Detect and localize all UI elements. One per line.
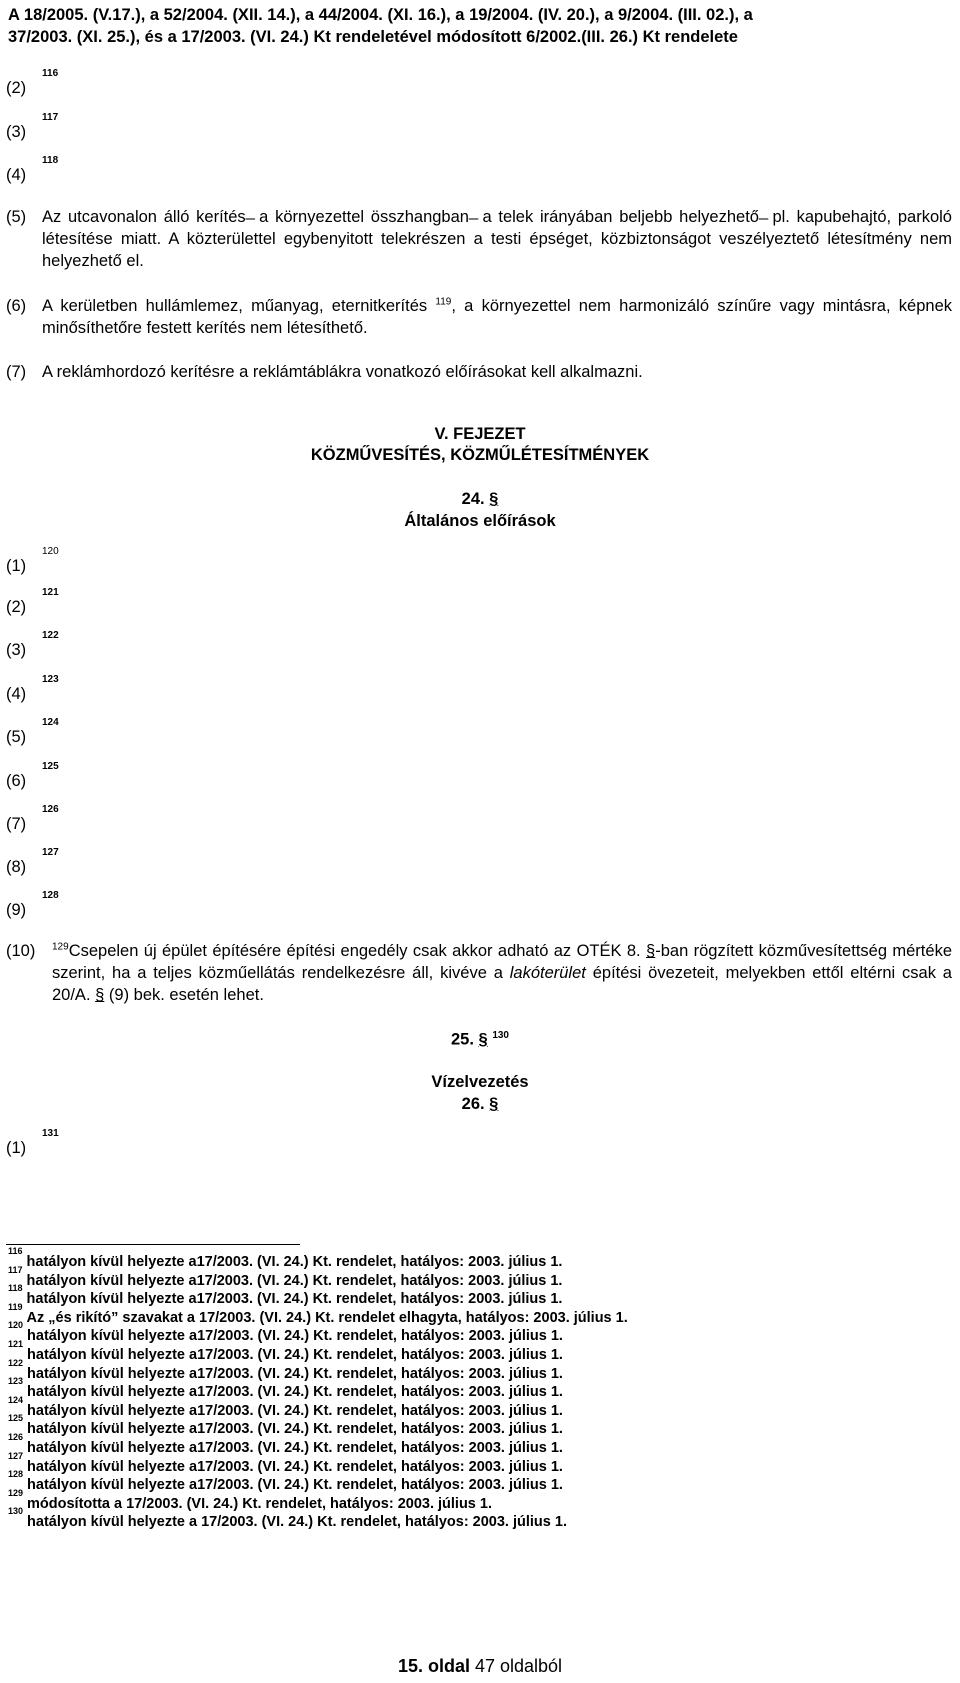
footnote-item: [8, 1487, 492, 1512]
footnote-ref[interactable]: 118: [42, 155, 59, 166]
footnote-ref[interactable]: 128: [42, 890, 59, 901]
paragraph-label: (6): [6, 297, 27, 315]
footnote-number: 122: [8, 1357, 24, 1368]
paragraph-text: $^{129}$Csepelen új épület építésére építési engedély csak akkor adható az OTÉK 8. §-ban rögzített közművesítettség mértéke szerint, ha a teljes közműellátás rendelkezésre áll, kivéve a lakóterület építési övezeteit, melyekben ettől eltérni csak a 20/A. § (9) bek. esetén lehet.: [52, 941, 952, 1004]
footnote-ref[interactable]: 116: [42, 68, 59, 79]
footnote-item: [8, 1283, 563, 1308]
footnote-number: 117: [8, 1264, 23, 1275]
s24-paragraph-9: $(9)^{128}$: [6, 890, 59, 919]
heading-vizelvezetes: Vízelvezetés: [431, 1073, 529, 1091]
paragraph-text: A kerületben hullámlemez, műanyag, eternitkerítés $^{119}$, a környezettel nem harmonizáló színűre vagy mintásra, képnek minősíthetőre festett kerítés nem létesíthető.: [42, 296, 952, 337]
paragraph-text: Az utcavonalon álló kerítés ̶ a környezettel összhangban ̶ a telek irányában beljebb helyezhető ̶ pl. kapubehajtó, parkoló létesítése miatt. A közterülettel egybenyitott telekrészen a testi épséget, közbiztonságot veszélyeztető létesítmény nem helyezhető el.: [42, 208, 952, 270]
paragraph-label: (3): [6, 122, 27, 141]
footnote-item: [8, 1506, 567, 1531]
footnote-number: 124: [8, 1394, 24, 1405]
footnote-ref[interactable]: 119: [435, 296, 452, 308]
footnote-ref[interactable]: 129: [52, 941, 69, 953]
section-sign-link[interactable]: §: [489, 490, 499, 508]
footnote-item: [8, 1357, 563, 1382]
footnote-item: [8, 1413, 563, 1438]
footnote-text: hatályon kívül helyezte a17/2003. (VI. 24.) Kt. rendelet, hatályos: 2003. július 1.: [27, 1346, 563, 1363]
paragraph-10: [6, 940, 952, 1006]
footnote-number: 116: [8, 1246, 23, 1256]
footnote-ref[interactable]: 124: [42, 717, 59, 728]
footnote-number: 118: [8, 1283, 23, 1294]
footnote-number: 125: [8, 1413, 24, 1424]
footnote-item: [8, 1301, 628, 1326]
page-number: 15. oldal: [397, 1656, 470, 1676]
footnote-number: 130: [8, 1506, 24, 1517]
paragraph-label: (10): [6, 942, 36, 960]
section-24-heading: 24. §: [461, 490, 499, 508]
paragraph-label: (5): [6, 208, 27, 226]
s24-paragraph-2: $(2)^{121}$: [6, 587, 59, 616]
footnote-number: 123: [8, 1376, 24, 1387]
footnote-ref[interactable]: 127: [42, 847, 59, 858]
page-footer: [0, 1656, 960, 1677]
footnote-ref[interactable]: 120: [42, 546, 59, 557]
footnote-ref[interactable]: 121: [42, 587, 59, 598]
page-total: 47 oldalból: [474, 1656, 563, 1676]
s26-paragraph-1: $(1)^{131}$: [6, 1128, 59, 1157]
footnote-text: hatályon kívül helyezte a17/2003. (VI. 24.) Kt. rendelet, hatályos: 2003. július 1.: [27, 1328, 563, 1345]
paragraph-3: [6, 112, 59, 142]
paragraph-text: A reklámhordozó kerítésre a reklámtáblákra vonatkozó előírásokat kell alkalmazni.: [42, 363, 643, 381]
footnote-ref[interactable]: 122: [42, 630, 59, 641]
s24-paragraph-6: $(6)^{125}$: [6, 761, 59, 790]
paragraph-label: (2): [6, 78, 27, 97]
s24-paragraph-8: $(8)^{127}$: [6, 847, 59, 876]
paragraph-6: [6, 295, 952, 339]
footnote-ref[interactable]: 131: [42, 1128, 59, 1139]
section-sign-link[interactable]: §: [646, 942, 656, 960]
footnote-number: 128: [8, 1469, 24, 1480]
section-sign-link[interactable]: §: [95, 986, 105, 1004]
footnote-item: [8, 1320, 563, 1345]
paragraph-5: [6, 206, 952, 272]
s24-paragraph-5: $(5)^{124}$: [6, 717, 59, 746]
footnote-item: [8, 1394, 563, 1419]
footnote-text: Az „és rikító” szavakat a 17/2003. (VI. 24.) Kt. rendelet elhagyta, hatályos: 2003. július 1.: [26, 1309, 628, 1326]
footnote-item: [8, 1339, 563, 1363]
footnote-ref[interactable]: 117: [42, 112, 59, 123]
section-25-heading: 25. § $^{130}$: [451, 1030, 509, 1049]
footnote-text: hatályon kívül helyezte a17/2003. (VI. 24.) Kt. rendelet, hatályos: 2003. július 1.: [27, 1439, 563, 1456]
section-sign-link[interactable]: §: [489, 1095, 499, 1113]
s24-paragraph-4: $(4)^{123}$: [6, 674, 59, 703]
paragraph-4: [6, 155, 59, 185]
footnote-ref[interactable]: 130: [492, 1030, 509, 1041]
footnote-number: 120: [8, 1320, 24, 1331]
paragraph-label: (7): [6, 363, 27, 381]
paragraph-7: [6, 361, 952, 383]
footnote-item: [8, 1432, 563, 1456]
footnote-item: [8, 1264, 563, 1289]
footnote-text: hatályon kívül helyezte a17/2003. (VI. 24.) Kt. rendelet, hatályos: 2003. július 1.: [27, 1384, 563, 1401]
document-header: [8, 4, 948, 48]
footnote-text: módosította a 17/2003. (VI. 24.) Kt. rendelet, hatályos: 2003. július 1.: [27, 1495, 492, 1512]
paragraph-2: [6, 68, 59, 98]
s24-paragraph-1: $(1)^{120}$: [6, 546, 59, 575]
footnote-text: hatályon kívül helyezte a17/2003. (VI. 24.) Kt. rendelet, hatályos: 2003. július 1.: [27, 1402, 563, 1419]
footnote-text: hatályon kívül helyezte a17/2003. (VI. 24.) Kt. rendelet, hatályos: 2003. július 1.: [27, 1365, 563, 1382]
footnote-text: hatályon kívül helyezte a17/2003. (VI. 24.) Kt. rendelet, hatályos: 2003. július 1.: [26, 1272, 563, 1289]
section-sign-link[interactable]: §: [478, 1030, 488, 1049]
footnote-number: 129: [8, 1487, 24, 1498]
footnote-ref[interactable]: 125: [42, 761, 59, 772]
footnote-item: [8, 1469, 563, 1494]
footnote-text: hatályon kívül helyezte a17/2003. (VI. 24.) Kt. rendelet, hatályos: 2003. július 1.: [27, 1458, 563, 1475]
chapter-title: KÖZMŰVESÍTÉS, KÖZMŰLÉTESÍTMÉNYEK: [310, 446, 650, 464]
header-line-1: A 18/2005. (V.17.), a 52/2004. (XII. 14.), a 44/2004. (XI. 16.), a 19/2004. (IV. 20.), a 9/2004. (III. 02.), a: [8, 6, 753, 24]
section-24-title: Általános előírások: [404, 512, 556, 530]
footnote-text: hatályon kívül helyezte a17/2003. (VI. 24.) Kt. rendelet, hatályos: 2003. július 1.: [26, 1291, 563, 1308]
footnote-item: [8, 1246, 563, 1270]
s24-paragraph-3: $(3)^{122}$: [6, 630, 59, 659]
header-line-2: 37/2003. (XI. 25.), és a 17/2003. (VI. 24.) Kt rendeletével módosított 6/2002.(III. 26.) Kt rendelete: [8, 28, 738, 46]
s24-paragraph-7: $(7)^{126}$: [6, 804, 59, 833]
footnote-ref[interactable]: 126: [42, 804, 59, 815]
footnote-text: hatályon kívül helyezte a17/2003. (VI. 24.) Kt. rendelet, hatályos: 2003. július 1.: [27, 1421, 563, 1438]
chapter-number: V. FEJEZET: [434, 425, 526, 443]
footnote-number: 126: [8, 1432, 24, 1442]
footnote-ref[interactable]: 123: [42, 674, 59, 685]
footnote-item: [8, 1450, 563, 1475]
footnote-separator: [6, 1244, 300, 1245]
footnote-text: hatályon kívül helyezte a17/2003. (VI. 24.) Kt. rendelet, hatályos: 2003. július 1.: [27, 1477, 563, 1494]
paragraph-label: (4): [6, 165, 27, 184]
footnote-number: 127: [8, 1450, 24, 1461]
footnote-item: [8, 1376, 563, 1401]
footnote-number: 119: [8, 1301, 23, 1312]
footnote-text: hatályon kívül helyezte a 17/2003. (VI. 24.) Kt. rendelet, hatályos: 2003. július 1.: [27, 1514, 567, 1531]
section-26-heading: 26. §: [461, 1095, 499, 1113]
footnote-text: hatályon kívül helyezte a17/2003. (VI. 24.) Kt. rendelet, hatályos: 2003. július 1.: [26, 1253, 563, 1270]
footnote-number: 121: [8, 1339, 24, 1349]
